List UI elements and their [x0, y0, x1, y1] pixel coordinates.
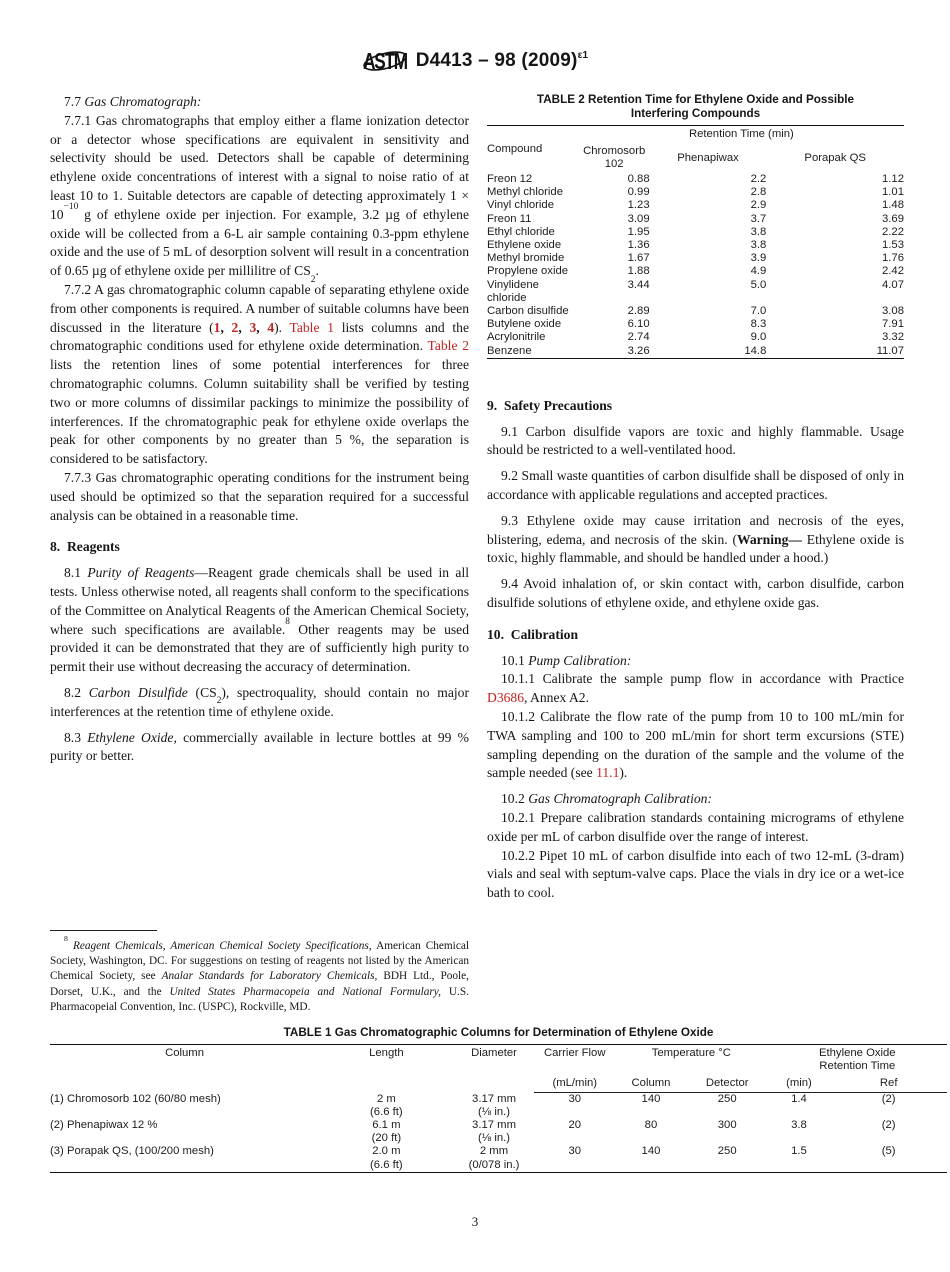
ref-link[interactable]: 3 [249, 319, 257, 335]
table-2-header-chromosorb: Chromosorb 102 [583, 145, 646, 170]
document-header [0, 44, 950, 78]
table-row [487, 213, 904, 226]
table-row [487, 173, 904, 186]
table-cell: 3.26 [627, 344, 650, 357]
text-segment: American Chemical Society, Washington, DC. For suggestions on testing of reagents not listed by the American Chemical Society, see [50, 939, 469, 983]
table-1-header-column: Column [165, 1047, 205, 1059]
text-segment: Purity of Reagents [87, 565, 195, 581]
text-segment: Analar Standards for Laboratory Chemicals, [161, 970, 378, 983]
table-cell: 3.44 [627, 278, 650, 291]
table-cell: 2.74 [627, 331, 650, 344]
table-cell: 2.42 [882, 265, 904, 278]
page-number: 3 [471, 1214, 479, 1229]
table-cell: 2.8 [750, 186, 767, 199]
table-2-title: TABLE 2 Retention Time for Ethylene Oxide and Possible Interfering Compounds [536, 93, 855, 120]
text-segment: 9.4 Avoid inhalation of, or skin contact with, carbon disulfide, carbon disulfide solutions of ethylene oxide, and ethylene oxide gas. [487, 576, 904, 611]
text-segment: g of ethylene oxide per injection. For example, 3.2 µg of ethylene oxide will be collected from a 6-L air sample containing 0.3-ppm ethylene oxide and the use of 5 mL of desorption solvent will result in a concentration of 0.65 µg of ethylene oxide per millilitre of CS [50, 206, 469, 279]
table-2-header-compound: Compound [487, 143, 543, 155]
table-cell: 11.07 [876, 344, 904, 357]
text-segment: , [238, 319, 250, 335]
table-cell: 1.4 [791, 1093, 807, 1105]
table-cell: 4.9 [750, 265, 767, 278]
left-column [50, 93, 469, 1015]
table-cell: 1.53 [882, 239, 904, 252]
table-cell: (5) [881, 1145, 896, 1158]
table-cell: 1.12 [882, 173, 904, 185]
text-segment: 7.7 [64, 94, 85, 109]
table-cell: Methyl chloride [487, 186, 563, 199]
text-segment: 10. Calibration [487, 626, 579, 642]
table-cell: Vinylidene chloride [487, 278, 539, 304]
text-segment: 2 [216, 696, 222, 707]
table-cell: 3.17 mm (⅛ in.) [472, 1118, 516, 1145]
table-cell: 1.95 [627, 225, 650, 238]
ref-link[interactable]: Table 2 [427, 338, 470, 354]
text-segment: 8.1 [64, 565, 88, 581]
table-cell: 2 m (6.6 ft) [370, 1092, 403, 1118]
table-cell: 3.8 [750, 225, 767, 238]
text-segment: 8. Reagents [50, 539, 120, 555]
paragraph [50, 93, 469, 112]
text-segment: 9. Safety Precautions [487, 397, 613, 413]
text-segment: commercially available in lecture bottles at 99 % purity or better. [50, 729, 469, 764]
table-cell: 20 [568, 1118, 582, 1131]
table-1-header-retention [768, 1045, 947, 1076]
table-cell: 1.01 [882, 186, 904, 199]
table-row [487, 345, 904, 359]
table-cell: 1.5 [791, 1145, 807, 1158]
table-row [487, 226, 904, 239]
table-1-header-diameter: Diameter [471, 1047, 517, 1059]
table-cell: 3.69 [882, 212, 904, 225]
text-segment: Warning— [737, 531, 802, 547]
table-cell: Butylene oxide [487, 318, 562, 331]
table-cell: 3.8 [750, 239, 767, 252]
footnote-text [50, 933, 469, 1015]
table-cell: Freon 11 [487, 212, 532, 225]
table-1-header-temp-column: Column [615, 1075, 687, 1093]
table-cell: (2) [881, 1093, 896, 1105]
table-cell: (2) Phenapiwax 12 % [50, 1118, 158, 1131]
table-1-header-min: (min) [768, 1075, 831, 1093]
table-cell: 3.8 [791, 1118, 807, 1131]
section-heading [487, 397, 904, 416]
table-1 [50, 1026, 947, 1173]
paragraph [50, 281, 469, 469]
text-segment: Reagent Chemicals, American Chemical Society Specifications, [72, 939, 372, 952]
table-cell: 3.7 [750, 212, 767, 225]
text-segment: ), spectroquality, should contain no major interferences at the retention time of ethylene oxide. [50, 684, 469, 719]
section-heading [50, 538, 469, 557]
table-cell: 2 mm (0/078 in.) [468, 1145, 520, 1171]
text-segment: 10.2.2 Pipet 10 mL of carbon disulfide into each of two 12-mL (3-dram) vials and seal with septum-valve caps. Place the vials in dry ice or a wet-ice bath to cool. [487, 847, 904, 901]
table-cell: Freon 12 [487, 173, 533, 185]
text-segment: 8 [285, 616, 290, 627]
table-cell: 6.1 m (20 ft) [371, 1118, 402, 1145]
standard-designation-sup: ε1 [577, 49, 589, 61]
table-row [487, 199, 904, 212]
left-column-text [50, 93, 469, 766]
paragraph [50, 729, 469, 767]
table-cell: 2.9 [750, 199, 767, 212]
table-cell: 7.0 [750, 305, 767, 318]
text-segment: , [256, 319, 268, 335]
table-cell: 1.23 [627, 199, 650, 212]
table-2-header-porapak: Porapak QS [804, 151, 866, 164]
standard-designation: D4413 – 98 (2009) [415, 50, 578, 71]
text-segment: (CS [187, 684, 217, 700]
table-cell: Methyl bromide [487, 252, 565, 265]
text-segment: U.S. Pharmacopeial Convention, Inc. (USPC), Rockville, MD. [50, 985, 469, 1013]
paragraph [50, 564, 469, 677]
astm-logo [362, 44, 408, 78]
paragraph [50, 112, 469, 285]
text-segment: . [315, 263, 319, 279]
table-cell: 250 [717, 1093, 737, 1105]
table-1-header-ref: Ref [830, 1075, 947, 1093]
text-segment: ). [619, 765, 628, 781]
table-cell: 30 [568, 1093, 582, 1105]
text-segment: 8.3 [64, 729, 88, 745]
table-cell: Vinyl chloride [487, 199, 554, 212]
paragraph [50, 684, 469, 722]
paragraph [487, 670, 904, 708]
table-1-grid [50, 1044, 947, 1173]
text-segment: lists columns and the chromatographic conditions used for ethylene oxide determination. [50, 319, 469, 354]
text-segment: 7.7.1 Gas chromatographs that employ either a flame ionization detector or a detector whose specifications are equivalent in sensitivity and selectivity should be used. Detectors shall be capable of determining ethylene oxide concentrations of interest with a signal to noise ratio of at least 10 to 1. Suitable detectors are capable of detecting approximately 1 × 10 [50, 112, 469, 222]
table-cell: 1.48 [882, 199, 904, 212]
table-cell: Acrylonitrile [487, 331, 546, 344]
table-cell: 3.9 [750, 252, 767, 265]
paragraph [487, 708, 904, 783]
table-cell: 7.91 [882, 318, 904, 331]
text-segment: 8 [64, 933, 68, 943]
text-segment: 7.7.3 Gas chromatographic operating conditions for the instrument being used should be optimized so that the separation required for a successful analysis can be obtained in a reasonable time. [50, 469, 469, 523]
text-segment: United States Pharmacopeia and National Formulary, [169, 985, 441, 998]
table-row [487, 305, 904, 318]
text-segment: 10.1.2 Calibrate the flow rate of the pump from 10 to 100 mL/min for TWA sampling and 100 to 200 mL/min for short term excursions (STE) sampling depending on the duration of the sample and the volume of the sample needed (see [487, 709, 904, 781]
text-segment: 9.2 Small waste quantities of carbon disulfide shall be disposed of only in accordance with applicable regulations and accepted practices. [487, 468, 904, 503]
text-segment: , [220, 319, 232, 335]
table-1-header-temp-detector: Detector [687, 1075, 768, 1093]
table-cell: 5.0 [750, 278, 767, 291]
text-segment: 8.2 [64, 684, 89, 700]
table-cell: 3.09 [627, 212, 650, 225]
table-row [487, 265, 904, 278]
table-2-span-header-row [487, 126, 904, 144]
table-2-header-phenapiwax: Phenapiwax [677, 151, 739, 164]
table-1-header-length: Length [369, 1047, 404, 1059]
paragraph [487, 809, 904, 847]
paragraph [487, 467, 904, 505]
section-heading [487, 626, 904, 645]
table-row [50, 1145, 947, 1172]
table-cell: 8.3 [750, 318, 767, 331]
text-segment: 9.1 Carbon disulfide vapors are toxic and highly flammable. Usage should be restricted to a well-ventilated hood. [487, 423, 904, 458]
table-cell: 140 [641, 1145, 661, 1158]
table-2 [487, 93, 904, 359]
table-cell: 3.08 [882, 305, 904, 318]
table-cell: 9.0 [750, 331, 767, 344]
table-1-header-temperature: Temperature °C [651, 1047, 731, 1059]
text-segment: Carbon Disulfide [88, 684, 188, 700]
text-segment: lists the retention lines of some potential interferences for three chromatographic columns. Column suitability shall be verified by testing two or more columns of dissimilar packings to minimize the possibility of interferences. If the chromatographic peak for ethylene oxide overlaps the peak for other components by no greater than 5 %, the separation is considered to be satisfactory. [50, 357, 469, 467]
ref-link[interactable]: D3686 [487, 690, 525, 706]
text-segment: Gas Chromatograph: [84, 94, 202, 109]
table-cell: (2) [881, 1118, 896, 1131]
table-cell: 14.8 [744, 344, 767, 357]
table-row [50, 1093, 947, 1119]
text-segment: Pump Calibration: [528, 652, 632, 668]
text-segment: BDH Ltd., Poole, Dorset, U.K., and the [50, 970, 469, 998]
table-cell: 80 [644, 1118, 658, 1131]
ref-link[interactable]: 2 [231, 319, 239, 335]
text-segment: Ethylene oxide is toxic, highly flammable, and should be handled under a hood.) [487, 531, 904, 566]
text-segment: Gas Chromatograph Calibration: [528, 791, 712, 807]
paragraph [487, 847, 904, 903]
table-2-grid [487, 125, 904, 359]
table-cell: 2.2 [750, 173, 767, 185]
table-cell: (1) Chromosorb 102 (60/80 mesh) [50, 1092, 221, 1105]
text-segment: ). [274, 319, 290, 335]
astm-logo-text: ASTM [362, 49, 407, 75]
paragraph [487, 790, 904, 809]
ref-link[interactable]: 4 [267, 319, 275, 335]
paragraph [487, 423, 904, 461]
table-1-header-ml-min: (mL/min) [534, 1075, 615, 1093]
table-row [487, 331, 904, 344]
table-cell: 300 [717, 1118, 737, 1131]
table-cell: Ethyl chloride [487, 225, 555, 238]
table-cell: 250 [717, 1145, 737, 1158]
text-segment: 9.3 Ethylene oxide may cause irritation and necrosis of the eyes, blistering, edema, and necrosis of the skin. ( [487, 512, 904, 547]
text-segment: —Reagent grade chemicals shall be used in all tests. Unless otherwise noted, all reagents shall conform to the specifications of the Committee on Analytical Reagents of the American Chemical Society, where such specifications are available. [50, 565, 469, 637]
table-row [487, 252, 904, 265]
document-title [416, 50, 589, 72]
table-row [487, 318, 904, 331]
table-cell: 2.22 [882, 225, 904, 238]
footnote [50, 930, 469, 1015]
table-cell: 1.88 [627, 265, 650, 278]
text-segment: 7.7.2 A gas chromatographic column capable of separating ethylene oxide from other components is required. A number of suitable columns have been discussed in the literature ( [50, 281, 469, 335]
text-segment: 10.1 [501, 652, 529, 668]
right-column [487, 93, 904, 903]
text-segment: 2 [310, 274, 316, 285]
table-cell: 30 [568, 1145, 582, 1158]
table-cell: 1.36 [627, 239, 650, 252]
text-segment: Other reagents may be used provided it can be demonstrated that they are of sufficiently high purity to permit their use without decreasing the accuracy of determination. [50, 621, 469, 675]
table-cell: 0.99 [627, 186, 650, 199]
table-1-header-row-1 [50, 1045, 947, 1076]
table-cell: 6.10 [627, 318, 650, 331]
paragraph [487, 512, 904, 568]
table-row [487, 279, 904, 305]
table-1-header-retention-text: Ethylene Oxide Retention Time [818, 1047, 896, 1072]
ref-link[interactable]: 11.1 [596, 765, 620, 781]
table-cell: 4.07 [882, 278, 904, 291]
table-cell: 1.67 [627, 252, 650, 265]
text-segment: −10 [63, 202, 79, 213]
table-cell: (3) Porapak QS, (100/200 mesh) [50, 1145, 214, 1158]
text-segment: 10.2 [501, 791, 529, 807]
footnote-divider [50, 930, 157, 931]
right-column-text [487, 397, 904, 903]
text-segment: , Annex A2. [524, 690, 589, 706]
paragraph [487, 575, 904, 613]
table-1-header-carrier-flow: Carrier Flow [543, 1047, 606, 1059]
table-cell: Ethylene oxide [487, 239, 562, 252]
table-cell: 1.76 [882, 252, 904, 265]
table-cell: 0.88 [627, 173, 650, 185]
text-segment: 10.1.1 Calibrate the sample pump flow in accordance with Practice [501, 671, 904, 687]
ref-link[interactable]: 1 [213, 319, 221, 335]
table-cell: 3.32 [882, 331, 904, 344]
table-row [487, 239, 904, 252]
text-segment: 10.2.1 Prepare calibration standards containing micrograms of ethylene oxide per mL of carbon disulfide over the range of interest. [487, 809, 904, 844]
table-cell: 3.17 mm (⅛ in.) [472, 1092, 516, 1118]
text-segment: Ethylene Oxide, [87, 729, 177, 745]
table-row [50, 1119, 947, 1145]
table-2-span-header: Retention Time (min) [688, 128, 794, 140]
table-cell: 2.0 m (6.6 ft) [370, 1145, 403, 1171]
table-cell: 140 [641, 1093, 661, 1105]
table-1-title: TABLE 1 Gas Chromatographic Columns for Determination of Ethylene Oxide [283, 1026, 714, 1039]
paragraph [50, 933, 469, 1015]
table-cell: Carbon disulfide [487, 305, 569, 318]
table-cell: Benzene [487, 344, 532, 357]
table-cell: 2.89 [627, 305, 650, 318]
table-cell: Propylene oxide [487, 265, 569, 278]
ref-link[interactable]: Table 1 [289, 319, 334, 335]
paragraph [50, 469, 469, 525]
paragraph [487, 652, 904, 671]
table-row [487, 186, 904, 199]
